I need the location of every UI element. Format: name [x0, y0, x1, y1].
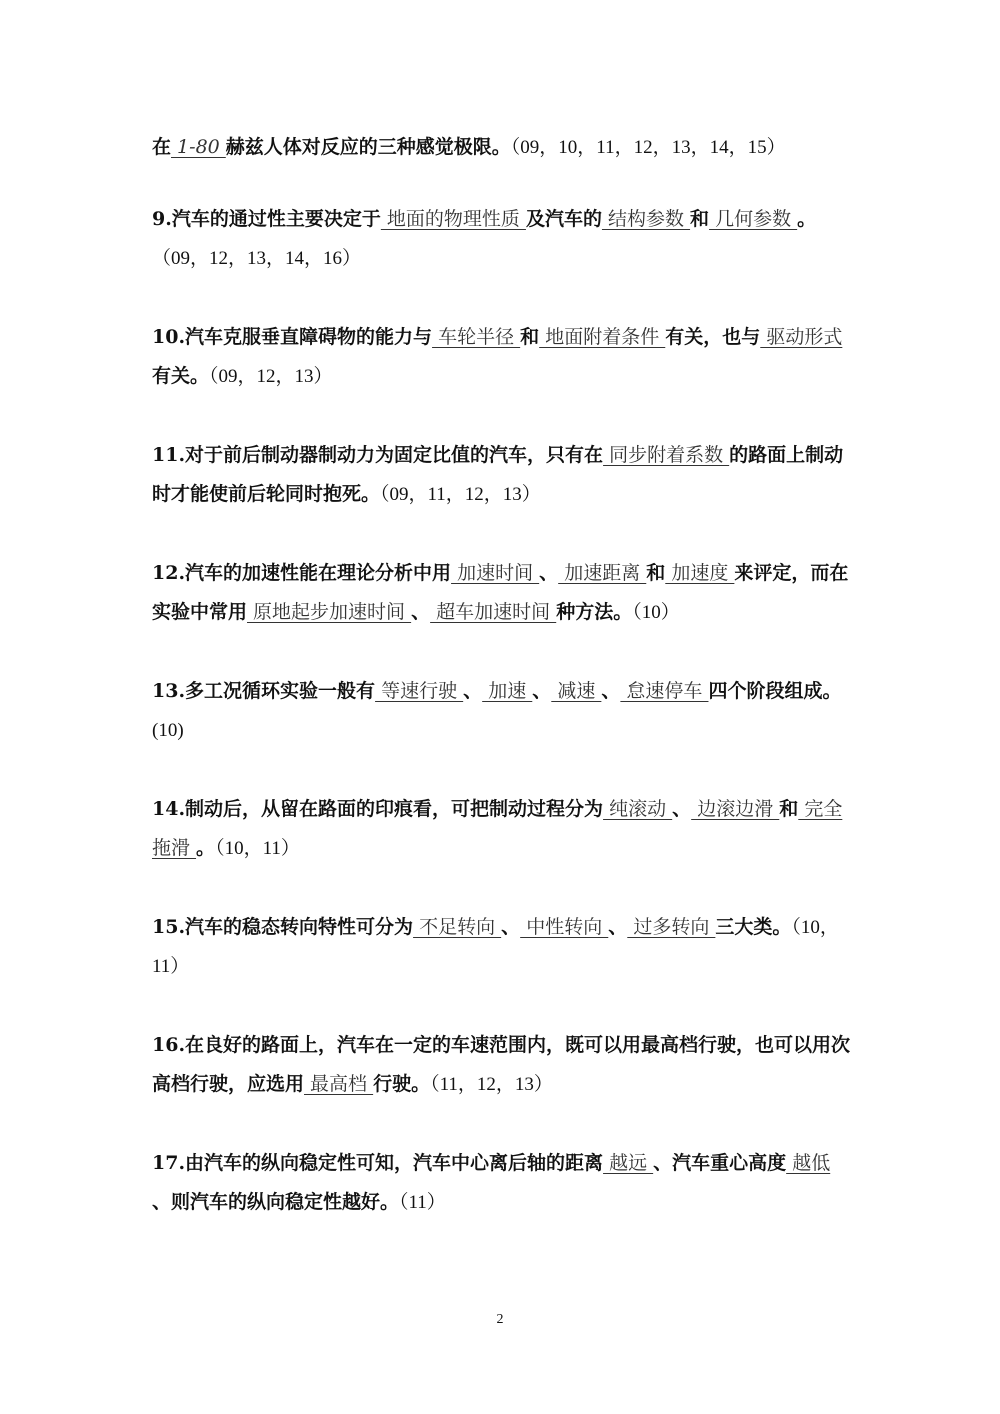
question-text: 、 [463, 680, 483, 702]
answer-blank: 越低 [786, 1152, 831, 1174]
answer-blank: 怠速停车 [620, 680, 709, 702]
question-text: 、 [672, 798, 692, 820]
question-text: 、 [539, 562, 559, 584]
question-text: 及汽车的 [525, 208, 602, 230]
question-text: 有关，也与 [665, 326, 761, 348]
year-reference: （09，12，13） [209, 366, 333, 387]
answer-blank: 不足转向 [413, 916, 502, 938]
question-text: 和 [646, 562, 666, 584]
answer-blank: 驱动形式 [760, 326, 843, 348]
answer-blank: 纯滚动 [603, 798, 673, 820]
question-15 [152, 908, 852, 986]
year-reference: (10) [152, 720, 184, 741]
question-12 [152, 554, 852, 632]
question-11 [152, 436, 852, 514]
question-10 [152, 318, 852, 396]
answer-blank: 同步附着系数 [603, 444, 730, 466]
question-text: 11.对于前后制动器制动力为固定比值的汽车，只有在 [152, 444, 604, 466]
answer-blank: 加速 [482, 680, 533, 702]
answer-blank: 几何参数 [709, 208, 798, 230]
question-text: 在 [152, 136, 172, 158]
answer-blank: 地面附着条件 [539, 326, 666, 348]
question-text: 四个阶段组成。 [708, 680, 842, 702]
year-reference: （09，10，11，12，13，14，15） [510, 137, 786, 158]
question-text: 16.在良好的路面上，汽车在一定的车速范围内，既可以用最高档行驶，也可以用次高档行驶，应选用 [152, 1034, 851, 1095]
question-text: 17.由汽车的纵向稳定性可知，汽车中心离后轴的距离 [152, 1152, 604, 1174]
year-reference: （10） [632, 602, 680, 623]
question-text: 14.制动后，从留在路面的印痕看，可把制动过程分为 [152, 798, 604, 820]
answer-blank: 最高档 [304, 1073, 374, 1095]
question-text: 三大类。 [715, 916, 792, 938]
answer-blank: 加速度 [665, 562, 735, 584]
question-17 [152, 1144, 852, 1222]
question-text: 、 [532, 680, 552, 702]
answer-blank: 加速距离 [558, 562, 647, 584]
year-reference: （10，11） [215, 838, 300, 859]
answer-blank: 减速 [551, 680, 602, 702]
question-text: 、 [608, 916, 628, 938]
question-8-continuation [152, 128, 852, 167]
answer-blank: 1-80 [171, 136, 226, 158]
question-text: 13.多工况循环实验一般有 [152, 680, 376, 702]
question-16 [152, 1026, 852, 1104]
answer-blank: 原地起步加速时间 [247, 601, 412, 623]
answer-blank: 结构参数 [601, 208, 691, 230]
question-text: 赫兹人体对反应的三种感觉极限。 [225, 136, 511, 158]
question-text: 和 [690, 208, 710, 230]
question-text: 行驶。 [373, 1073, 431, 1095]
year-reference: （10，11） [152, 917, 839, 977]
question-text: 9.汽车的通过性主要决定于 [152, 208, 381, 230]
year-reference: （11，12，13） [430, 1074, 553, 1095]
answer-blank: 过多转向 [627, 916, 716, 938]
answer-blank: 超车加速时间 [430, 601, 557, 623]
question-text: 。 [797, 208, 817, 230]
year-reference: （11） [399, 1192, 446, 1213]
question-text: 和 [779, 798, 799, 820]
question-text: 、 [501, 916, 521, 938]
question-text: 。 [196, 837, 216, 859]
page-number: 2 [496, 1312, 504, 1327]
question-13 [152, 672, 852, 750]
year-reference: （09，11，12，13） [380, 484, 541, 505]
answer-blank: 车轮半径 [432, 326, 521, 348]
question-14 [152, 790, 852, 868]
question-text: 来评定，而在实验中常用 [152, 562, 849, 623]
question-text: 、 [601, 680, 621, 702]
question-text: 、汽车重心高度 [653, 1152, 787, 1174]
answer-blank: 边滚边滑 [691, 798, 780, 820]
question-text: 的路面上制动时才能使前后轮同时抱死。 [152, 444, 844, 505]
answer-blank: 完全拖滑 [152, 798, 843, 859]
question-text: 有关。 [152, 365, 210, 387]
question-text: 10.汽车克服垂直障碍物的能力与 [152, 326, 433, 348]
question-text: 、则汽车的纵向稳定性越好。 [152, 1191, 400, 1213]
answer-blank: 地面的物理性质 [380, 208, 526, 230]
year-reference: （09，12，13，14，16） [152, 248, 362, 269]
answer-blank: 加速时间 [451, 562, 540, 584]
answer-blank: 等速行驶 [375, 680, 464, 702]
question-text: 、 [411, 601, 431, 623]
question-text: 12.汽车的加速性能在理论分析中用 [152, 562, 452, 584]
answer-blank: 中性转向 [520, 916, 609, 938]
answer-blank: 越远 [603, 1152, 654, 1174]
question-text: 种方法。 [556, 601, 633, 623]
question-text: 15.汽车的稳态转向特性可分为 [152, 916, 414, 938]
question-9 [152, 200, 852, 278]
question-text: 和 [520, 326, 540, 348]
